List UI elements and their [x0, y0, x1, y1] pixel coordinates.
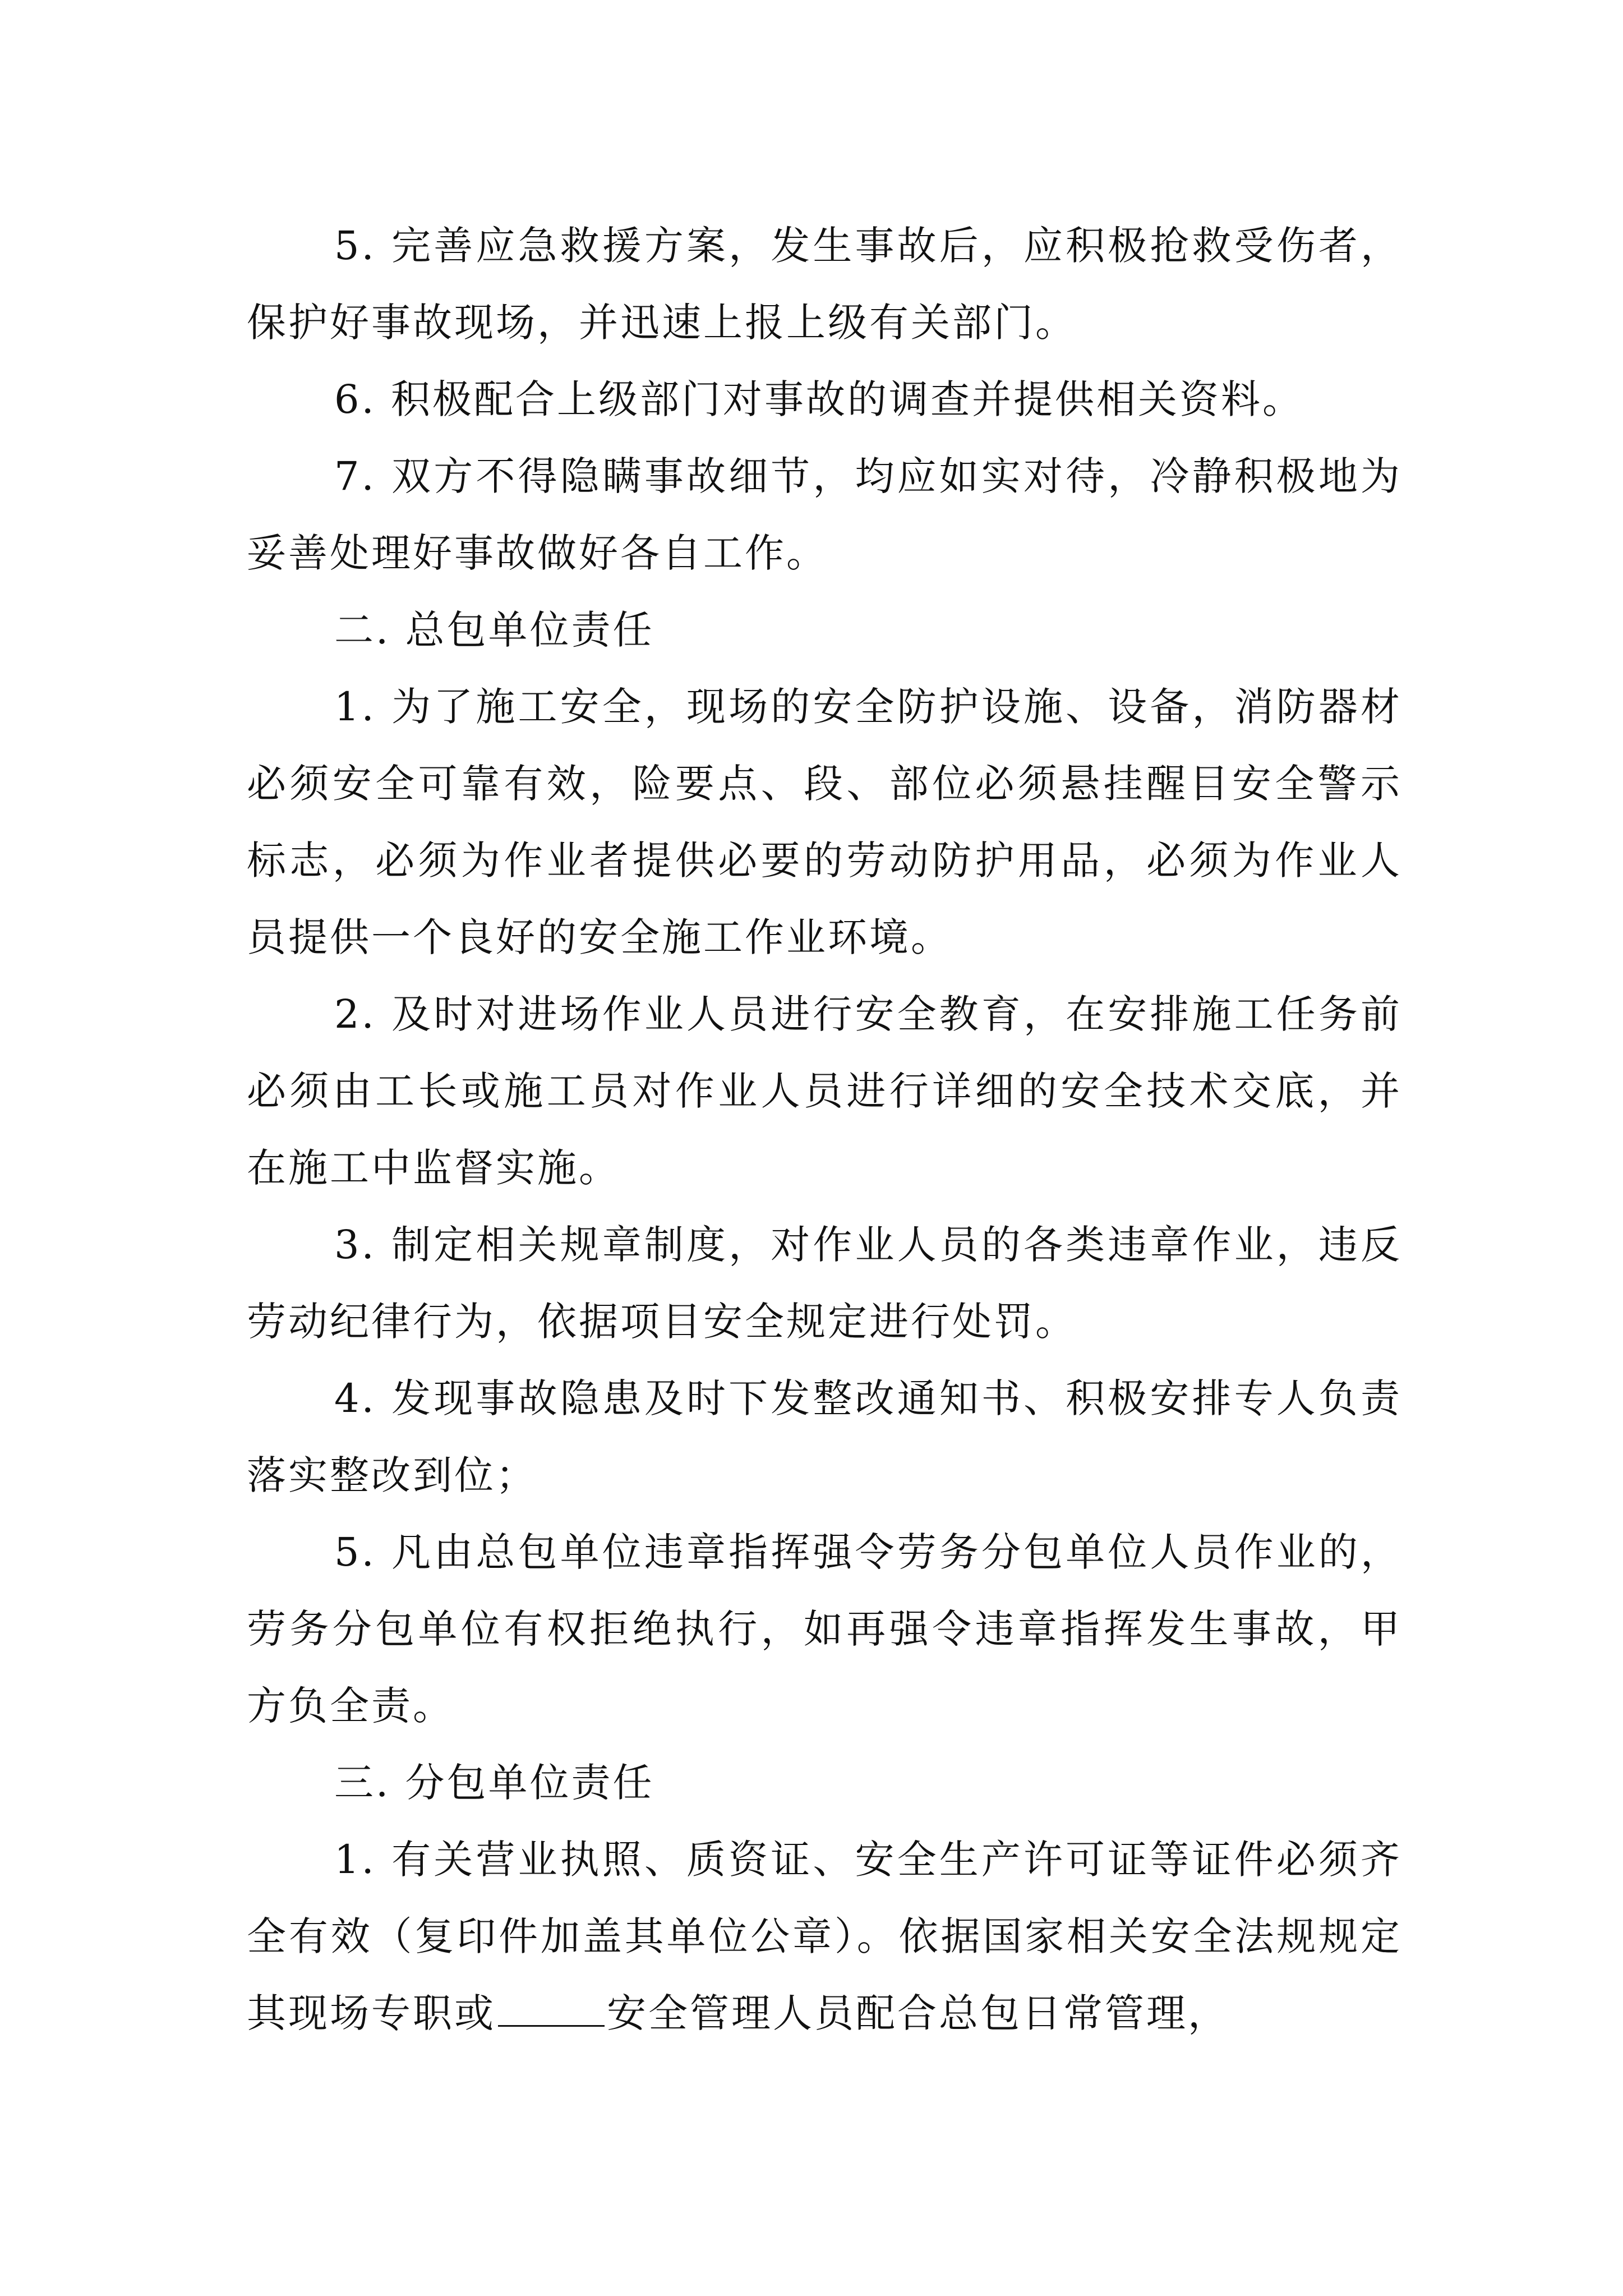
clause-2-5: 5. 凡由总包单位违章指挥强令劳务分包单位人员作业的，劳务分包单位有权拒绝执行，如再强令违章指挥发生事故，甲方负全责。 [247, 1529, 1402, 1729]
clause-3-1-text-before-blank: 1. 有关营业执照、质资证、安全生产许可证等证件必须齐全有效（复印件加盖其单位公章）。依据国家相关安全法规规定其现场专职或 [247, 1837, 1402, 2036]
clause-2-2: 2. 及时对进场作业人员进行安全教育，在安排施工任务前必须由工长或施工员对作业人员进行详细的安全技术交底，并在施工中监督实施。 [247, 991, 1402, 1191]
clause-1-5: 5. 完善应急救援方案，发生事故后，应积极抢救受伤者，保护好事故现场，并迅速上报上级有关部门。 [247, 223, 1402, 346]
clause-2-3: 3. 制定相关规章制度，对作业人员的各类违章作业，违反劳动纪律行为，依据项目安全规定进行处罚。 [247, 1222, 1402, 1345]
fill-in-blank [498, 1988, 605, 2027]
section-heading-general-contractor: 二. 总包单位责任 [334, 607, 654, 653]
clause-3-1-text-after-blank: 安全管理人员配合总包日常管理， [607, 1990, 1229, 2036]
clause-2-1: 1. 为了施工安全，现场的安全防护设施、设备，消防器材必须安全可靠有效，险要点、段、部位必须悬挂醒目安全警示标志，必须为作业者提供必要的劳动防护用品，必须为作业人员提供一个良好的安全施工作业环境。 [247, 684, 1402, 960]
clause-2-4: 4. 发现事故隐患及时下发整改通知书、积极安排专人负责落实整改到位； [247, 1375, 1402, 1498]
section-heading-subcontractor: 三. 分包单位责任 [334, 1760, 654, 1806]
clause-3-1 [247, 1821, 1402, 2052]
document-body [247, 208, 1402, 2052]
clause-1-6: 6. 积极配合上级部门对事故的调查并提供相关资料。 [334, 376, 1304, 422]
clause-1-7: 7. 双方不得隐瞒事故细节，均应如实对待，冷静积极地为妥善处理好事故做好各自工作。 [247, 453, 1402, 576]
